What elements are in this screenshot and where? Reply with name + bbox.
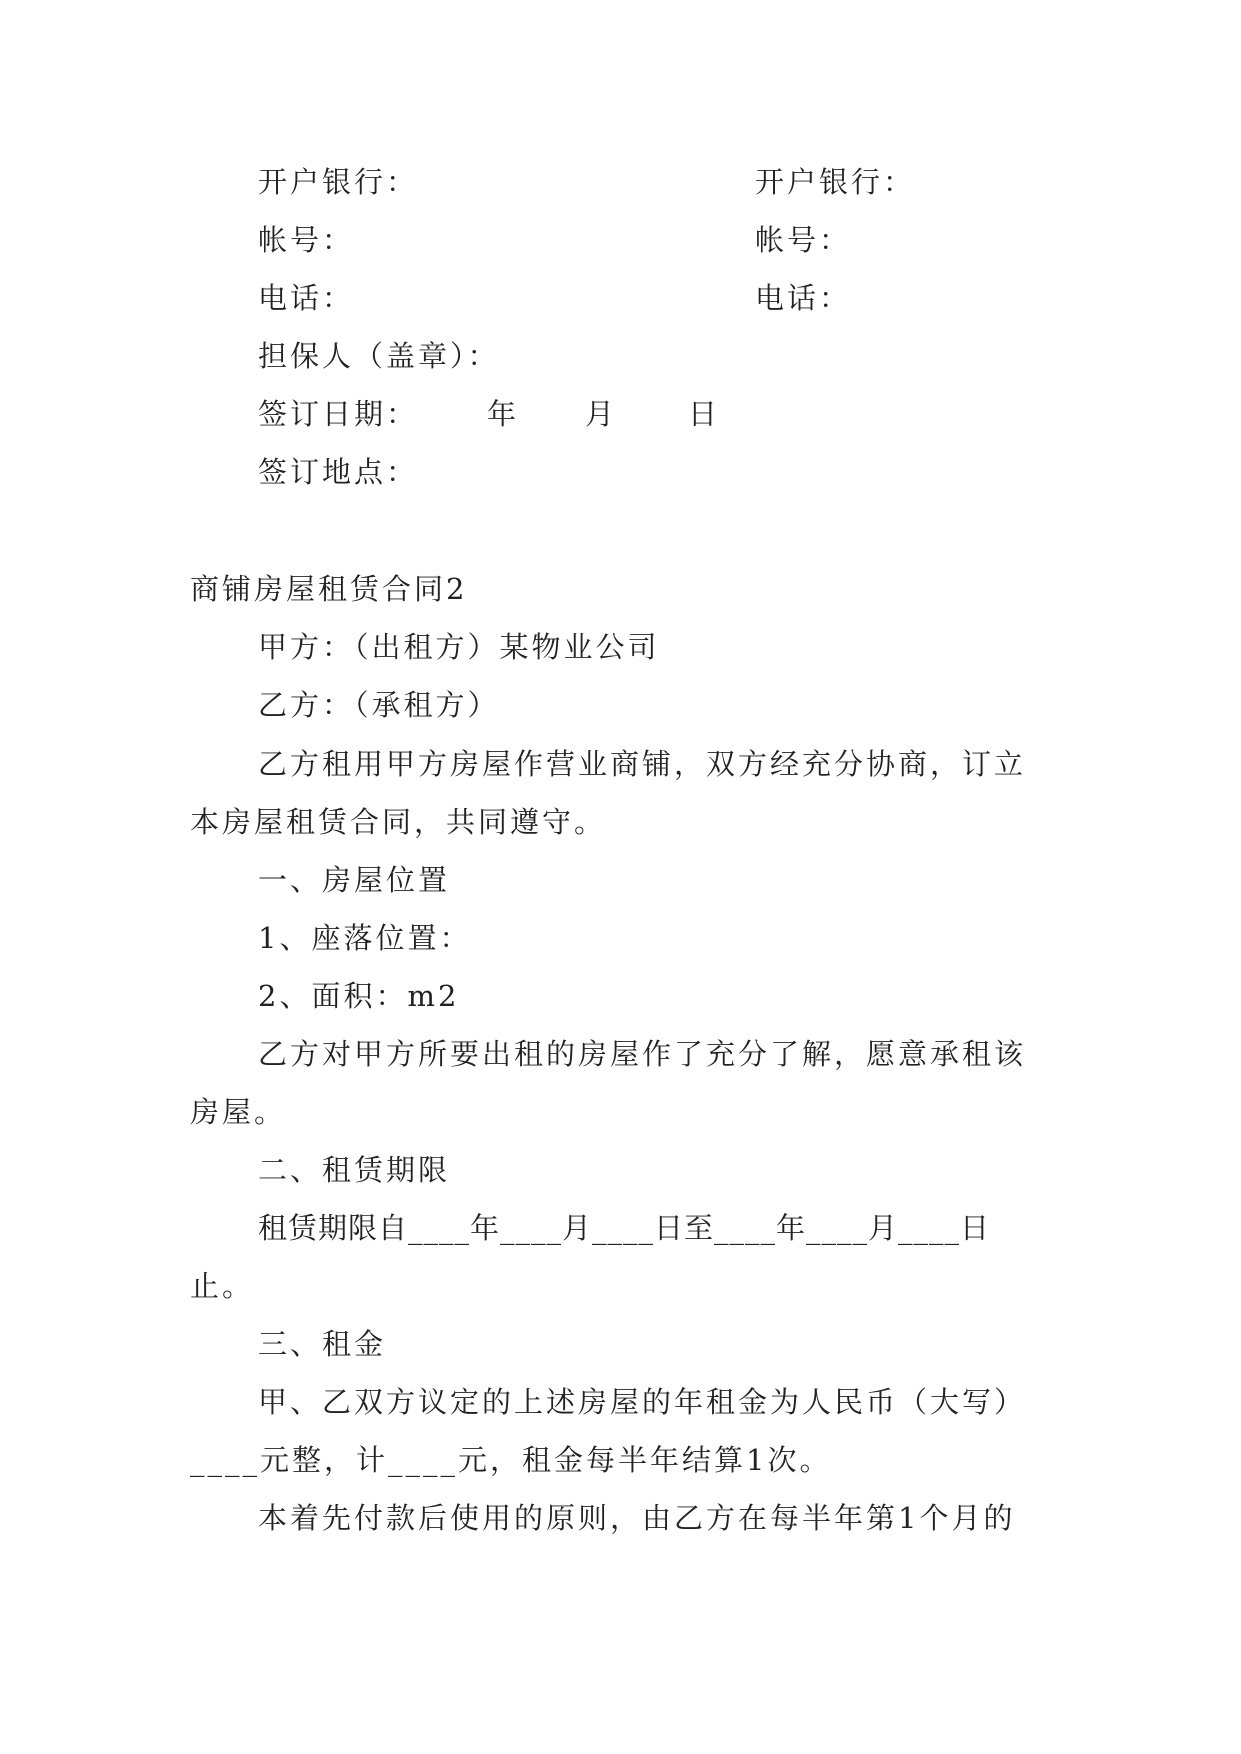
contract-title: 商铺房屋租赁合同2: [190, 572, 468, 606]
phone-label-right: 电话：: [755, 281, 852, 315]
phone-label-left: 电话：: [258, 281, 355, 315]
section-1-text-2: 房屋。: [190, 1095, 287, 1129]
bank-label-right: 开户银行：: [755, 165, 916, 199]
section-1-item-2: 2、面积：m2: [258, 979, 460, 1013]
sign-date-day: 日: [688, 397, 721, 431]
bank-label-left: 开户银行：: [258, 165, 419, 199]
party-b: 乙方：（承租方）: [258, 688, 500, 722]
section-3-text-3: 本着先付款后使用的原则，由乙方在每半年第1个月的: [258, 1501, 1016, 1535]
section-1-text-1: 乙方对甲方所要出租的房屋作了充分了解，愿意承租该: [258, 1037, 1027, 1071]
section-1-item-1: 1、座落位置：: [258, 921, 472, 955]
intro-line-2: 本房屋租赁合同，共同遵守。: [190, 805, 607, 839]
sign-place-label: 签订地点：: [258, 455, 419, 489]
party-a: 甲方：（出租方）某物业公司: [258, 630, 660, 664]
section-2-text-1: 租赁期限自____年____月____日至____年____月____日: [258, 1211, 991, 1245]
intro-line-1: 乙方租用甲方房屋作营业商铺，双方经充分协商，订立: [258, 747, 1027, 781]
sign-date-month: 月: [585, 397, 618, 431]
sign-date-year: 年: [487, 397, 520, 431]
guarantor-label: 担保人（盖章）：: [258, 339, 500, 373]
account-label-left: 帐号：: [258, 223, 355, 257]
section-3-text-1: 甲、乙双方议定的上述房屋的年租金为人民币（大写）: [258, 1385, 1027, 1419]
section-2-title: 二、租赁期限: [258, 1153, 451, 1187]
section-2-text-2: 止。: [190, 1269, 255, 1303]
section-3-title: 三、租金: [258, 1327, 387, 1361]
section-3-text-2: ____元整，计____元，租金每半年结算1次。: [190, 1443, 832, 1477]
account-label-right: 帐号：: [755, 223, 852, 257]
sign-date-label: 签订日期：: [258, 397, 419, 431]
section-1-title: 一、房屋位置: [258, 863, 451, 897]
